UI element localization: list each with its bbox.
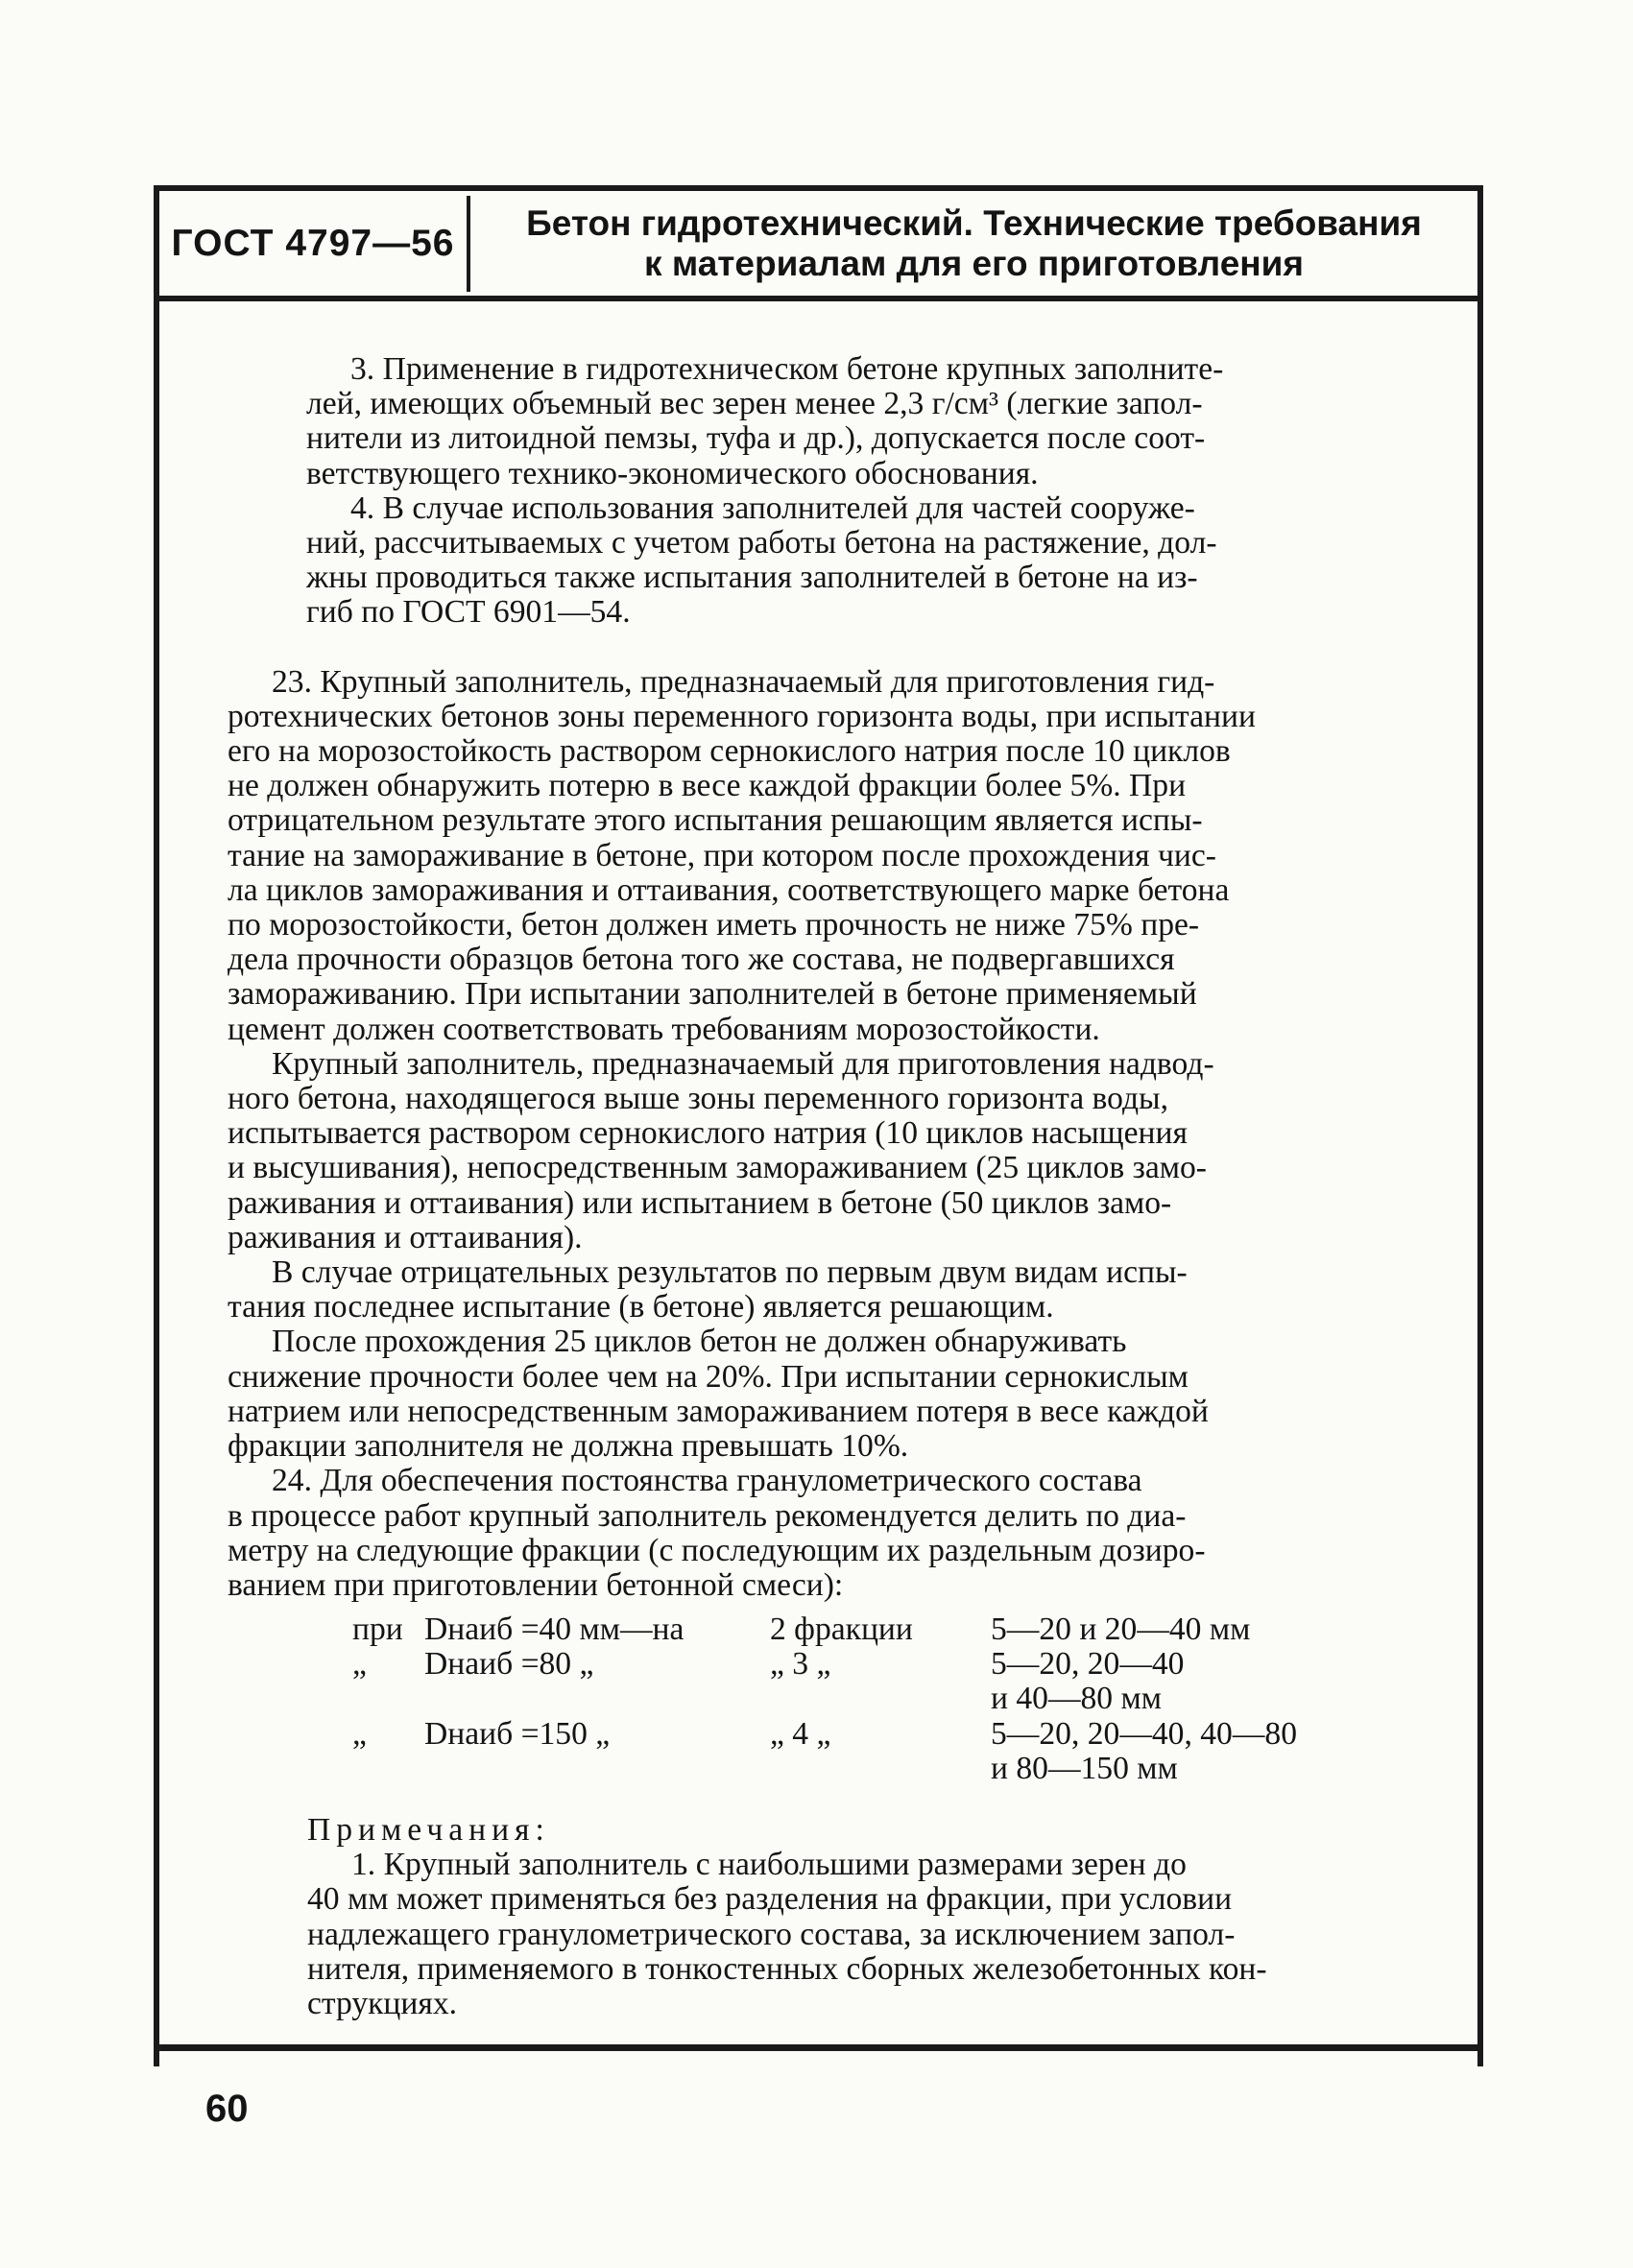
fraction-cell (424, 1682, 770, 1716)
text-line: фракции заполнителя не должна превышать 10%. (228, 1428, 909, 1465)
text-line: тание на замораживание в бетоне, при котором после прохождения чис- (228, 837, 1216, 873)
page-frame-left (154, 185, 159, 2066)
fractions-table (352, 1612, 1360, 1786)
title-line-1: Бетон гидротехнический. Технические требования (526, 203, 1422, 243)
fraction-cell: Dнаиб =150 „ (424, 1715, 611, 1752)
clause-24 (228, 1464, 1428, 1603)
fraction-row (352, 1752, 1360, 1786)
note-line: нителя, применяемого в тонкостенных сборных железобетонных кон- (307, 1950, 1267, 1987)
text-line: ванием при приготовлении бетонной смеси): (228, 1566, 844, 1603)
fraction-cell: 2 фракции (770, 1611, 913, 1648)
text-line: Крупный заполнитель, предназначаемый для приготовления надвод- (272, 1045, 1214, 1082)
document-title (470, 203, 1477, 284)
fraction-cell: Dнаиб =40 мм—на (424, 1611, 684, 1648)
text-line: испытывается раствором сернокислого натрия (10 циклов насыщения (228, 1115, 1188, 1152)
text-line: ротехнических бетонов зоны переменного горизонта воды, при испытании (228, 698, 1256, 734)
fraction-cell: и 80—150 мм (991, 1750, 1178, 1786)
fraction-cell: 5—20, 20—40, 40—80 (991, 1715, 1297, 1752)
fraction-row (352, 1682, 1360, 1716)
note-line: надлежащего гранулометрического состава, за исключением запол- (307, 1916, 1236, 1952)
text-line: дела прочности образцов бетона того же состава, не подвергавшихся (228, 942, 1175, 978)
text-line: ного бетона, находящегося выше зоны переменного горизонта воды, (228, 1081, 1168, 1117)
fraction-row (352, 1717, 1360, 1752)
footer-rule (154, 2044, 1483, 2051)
page-body (228, 352, 1428, 2021)
spacer (228, 631, 1428, 665)
spacer (228, 1786, 1428, 1813)
fraction-cell: „ 4 „ (770, 1715, 831, 1752)
fraction-cell (770, 1682, 991, 1716)
clause-23 (228, 665, 1428, 1465)
text-line: гиб по ГОСТ 6901—54. (306, 594, 631, 631)
text-line: и высушивания), непосредственным замораживанием (25 циклов замо- (228, 1150, 1207, 1186)
text-line: 4. В случае использования заполнителей для частей сооруже- (350, 489, 1195, 526)
fraction-row (352, 1647, 1360, 1682)
text-line: снижение прочности более чем на 20%. При испытании сернокислым (228, 1358, 1189, 1395)
header-bottom-rule (154, 296, 1483, 301)
fraction-row (352, 1612, 1360, 1647)
note-line: струкциях. (307, 1986, 458, 2022)
notes-section (307, 1813, 1428, 2021)
text-line: нители из литоидной пемзы, туфа и др.), допускается после соот- (306, 420, 1206, 457)
text-line: 23. Крупный заполнитель, предназначаемый для приготовления гид- (272, 663, 1215, 700)
text-line: не должен обнаружить потерю в весе каждой фракции более 5%. При (228, 768, 1187, 804)
fraction-cell (352, 1752, 424, 1786)
title-line-2: к материалам для его приготовления (644, 243, 1304, 283)
text-line: натрием или непосредственным замораживанием потеря в весе каждой (228, 1393, 1209, 1429)
fraction-cell (770, 1752, 991, 1786)
note-line: 40 мм может применяться без разделения на фракции, при условии (307, 1881, 1233, 1918)
fraction-cell: при (352, 1611, 403, 1648)
text-line: замораживанию. При испытании заполнителей в бетоне применяемый (228, 976, 1197, 1013)
text-line: метру на следующие фракции (с последующим их раздельным дозиро- (228, 1532, 1206, 1568)
text-line: цемент должен соответствовать требованиям морозостойкости. (228, 1011, 1100, 1047)
text-line: раживания и оттаивания). (228, 1219, 583, 1255)
text-line: в процессе работ крупный заполнитель рекомендуется делить по диа- (228, 1497, 1187, 1534)
text-line: В случае отрицательных результатов по первым двум видам испы- (272, 1254, 1188, 1291)
fraction-cell: 5—20, 20—40 (991, 1646, 1185, 1683)
fraction-cell: „ 3 „ (770, 1646, 831, 1683)
standard-number: ГОСТ 4797—56 (171, 222, 455, 264)
text-line: 24. Для обеспечения постоянства гранулометрического состава (272, 1463, 1142, 1499)
document-header (159, 191, 1477, 296)
fraction-cell: „ (352, 1646, 367, 1683)
text-line: по морозостойкости, бетон должен иметь прочность не ниже 75% пре- (228, 907, 1200, 943)
text-line: ний, рассчитываемых с учетом работы бетона на растяжение, дол- (306, 525, 1217, 561)
notes-heading: Примечания: (307, 1812, 550, 1849)
fraction-cell: 5—20 и 20—40 мм (991, 1611, 1251, 1648)
small-print-section (306, 352, 1428, 631)
text-line: 3. Применение в гидротехническом бетоне крупных заполните- (350, 351, 1224, 387)
fraction-cell: „ (352, 1715, 367, 1752)
text-line: жны проводиться также испытания заполнителей в бетоне на из- (306, 560, 1198, 596)
text-line: его на морозостойкость раствором сернокислого натрия после 10 циклов (228, 733, 1231, 770)
text-line: отрицательном результате этого испытания решающим является испы- (228, 802, 1203, 839)
fraction-cell: Dнаиб =80 „ (424, 1646, 594, 1683)
text-line: тания последнее испытание (в бетоне) является решающим. (228, 1289, 1054, 1325)
text-line: После прохождения 25 циклов бетон не должен обнаруживать (272, 1324, 1127, 1360)
page-frame-right (1477, 185, 1483, 2066)
page-number: 60 (205, 2088, 249, 2130)
note-line: 1. Крупный заполнитель с наибольшими размерами зерен до (351, 1847, 1187, 1883)
fraction-cell (352, 1682, 424, 1716)
fraction-cell (424, 1752, 770, 1786)
text-line: ветствующего технико-экономического обоснования. (306, 455, 1039, 491)
text-line: ла циклов замораживания и оттаивания, соответствующего марке бетона (228, 871, 1230, 908)
fraction-cell: и 40—80 мм (991, 1681, 1162, 1717)
text-line: раживания и оттаивания) или испытанием в бетоне (50 циклов замо- (228, 1184, 1172, 1221)
text-line: лей, имеющих объемный вес зерен менее 2,3 г/см³ (легкие запол- (306, 386, 1203, 422)
